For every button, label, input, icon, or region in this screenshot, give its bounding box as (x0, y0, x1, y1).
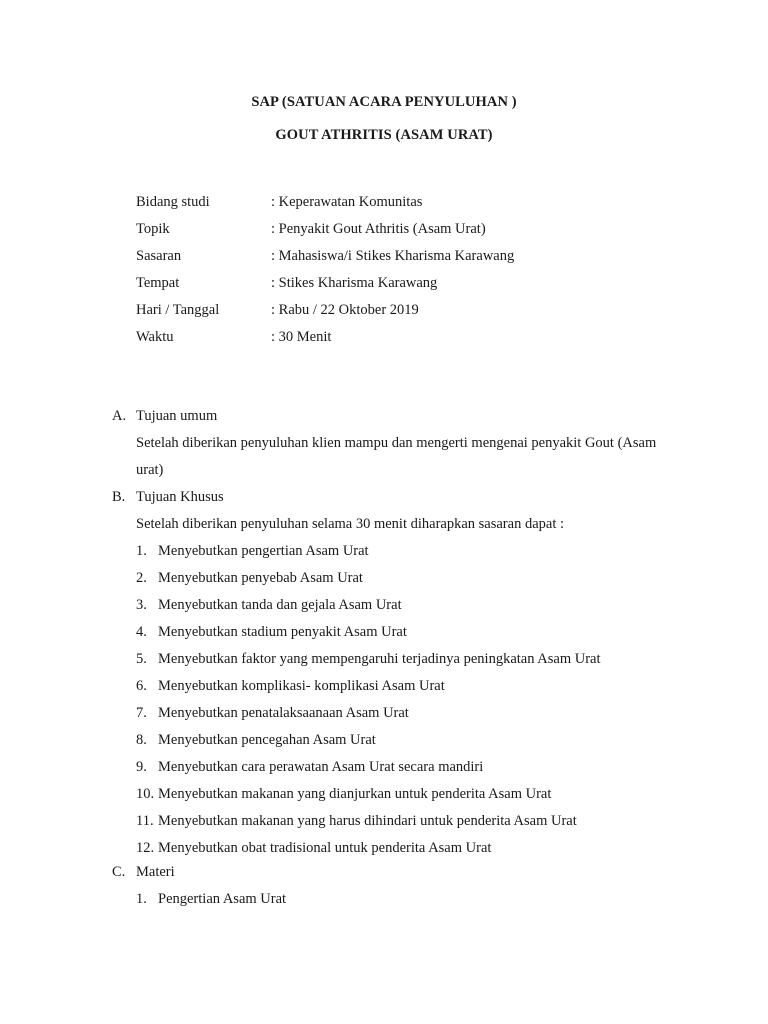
info-value: : Stikes Kharisma Karawang (271, 275, 438, 291)
list-item (136, 623, 712, 650)
list-item (136, 785, 712, 812)
list-item (136, 569, 712, 596)
info-label: Waktu (136, 329, 174, 345)
list-number: 8. (136, 732, 147, 748)
section-heading (112, 488, 712, 515)
info-row (136, 193, 656, 220)
info-row (136, 247, 656, 274)
info-value: : Mahasiswa/i Stikes Kharisma Karawang (271, 248, 515, 264)
section-heading (112, 863, 712, 890)
paragraph-line: urat) (136, 462, 164, 478)
paragraph-line: Setelah diberikan penyuluhan selama 30 menit diharapkan sasaran dapat : (136, 516, 565, 532)
list-item (136, 731, 712, 758)
info-label: Tempat (136, 275, 180, 291)
list-number: 12. (136, 840, 155, 856)
section-letter: A. (112, 408, 127, 424)
list-text: Pengertian Asam Urat (158, 891, 287, 907)
list-number: 4. (136, 624, 147, 640)
list-item (136, 542, 712, 569)
list-text: Menyebutkan pencegahan Asam Urat (158, 732, 376, 748)
list-number: 1. (136, 543, 147, 559)
info-value: : 30 Menit (271, 329, 332, 345)
info-value: : Keperawatan Komunitas (271, 194, 423, 210)
paragraph-line: Setelah diberikan penyuluhan klien mampu dan mengerti mengenai penyakit Gout (Asam (136, 435, 657, 451)
info-label: Sasaran (136, 248, 182, 264)
list-number: 9. (136, 759, 147, 775)
list-text: Menyebutkan komplikasi- komplikasi Asam Urat (158, 678, 445, 694)
list-number: 2. (136, 570, 147, 586)
list-text: Menyebutkan cara perawatan Asam Urat secara mandiri (158, 759, 484, 775)
list-text: Menyebutkan penyebab Asam Urat (158, 570, 363, 586)
section-tujuan-umum (112, 407, 712, 488)
list-item (136, 596, 712, 623)
section-heading-text: Materi (136, 864, 175, 880)
list-text: Menyebutkan obat tradisional untuk penderita Asam Urat (158, 840, 492, 856)
list-text: Menyebutkan makanan yang harus dihindari untuk penderita Asam Urat (158, 813, 577, 829)
list-text: Menyebutkan penatalaksaanaan Asam Urat (158, 705, 409, 721)
list-item (136, 758, 712, 785)
document-subtitle: GOUT ATHRITIS (ASAM URAT) (275, 127, 493, 143)
section-letter: B. (112, 489, 126, 505)
info-label: Topik (136, 221, 170, 237)
section-heading (112, 407, 712, 434)
document-title: SAP (SATUAN ACARA PENYULUHAN ) (251, 94, 517, 110)
info-value: : Rabu / 22 Oktober 2019 (271, 302, 419, 318)
info-row (136, 274, 656, 301)
info-table (136, 193, 656, 355)
section-heading-text: Tujuan Khusus (136, 489, 224, 505)
list-item (136, 890, 712, 917)
paragraph (136, 434, 712, 488)
list-text: Menyebutkan stadium penyakit Asam Urat (158, 624, 407, 640)
info-row (136, 328, 656, 355)
list-text: Menyebutkan tanda dan gejala Asam Urat (158, 597, 402, 613)
list-number: 7. (136, 705, 147, 721)
list-text: Menyebutkan faktor yang mempengaruhi terjadinya peningkatan Asam Urat (158, 651, 601, 667)
list-number: 1. (136, 891, 147, 907)
section-materi (112, 863, 712, 917)
section-letter: C. (112, 864, 126, 880)
list-item (136, 677, 712, 704)
section-tujuan-khusus (112, 488, 712, 866)
info-row (136, 220, 656, 247)
info-row (136, 301, 656, 328)
section-heading-text: Tujuan umum (136, 408, 218, 424)
list-number: 10. (136, 786, 155, 802)
list-text: Menyebutkan pengertian Asam Urat (158, 543, 369, 559)
list-number: 3. (136, 597, 147, 613)
list-number: 5. (136, 651, 147, 667)
list-item (136, 704, 712, 731)
info-label: Hari / Tanggal (136, 302, 220, 318)
list-number: 6. (136, 678, 147, 694)
list-number: 11. (136, 813, 154, 829)
list-text: Menyebutkan makanan yang dianjurkan untuk penderita Asam Urat (158, 786, 552, 802)
info-label: Bidang studi (136, 194, 210, 210)
paragraph (136, 515, 712, 542)
list-item (136, 650, 712, 677)
info-value: : Penyakit Gout Athritis (Asam Urat) (271, 221, 486, 237)
list-item (136, 812, 712, 839)
list-item (136, 839, 712, 866)
